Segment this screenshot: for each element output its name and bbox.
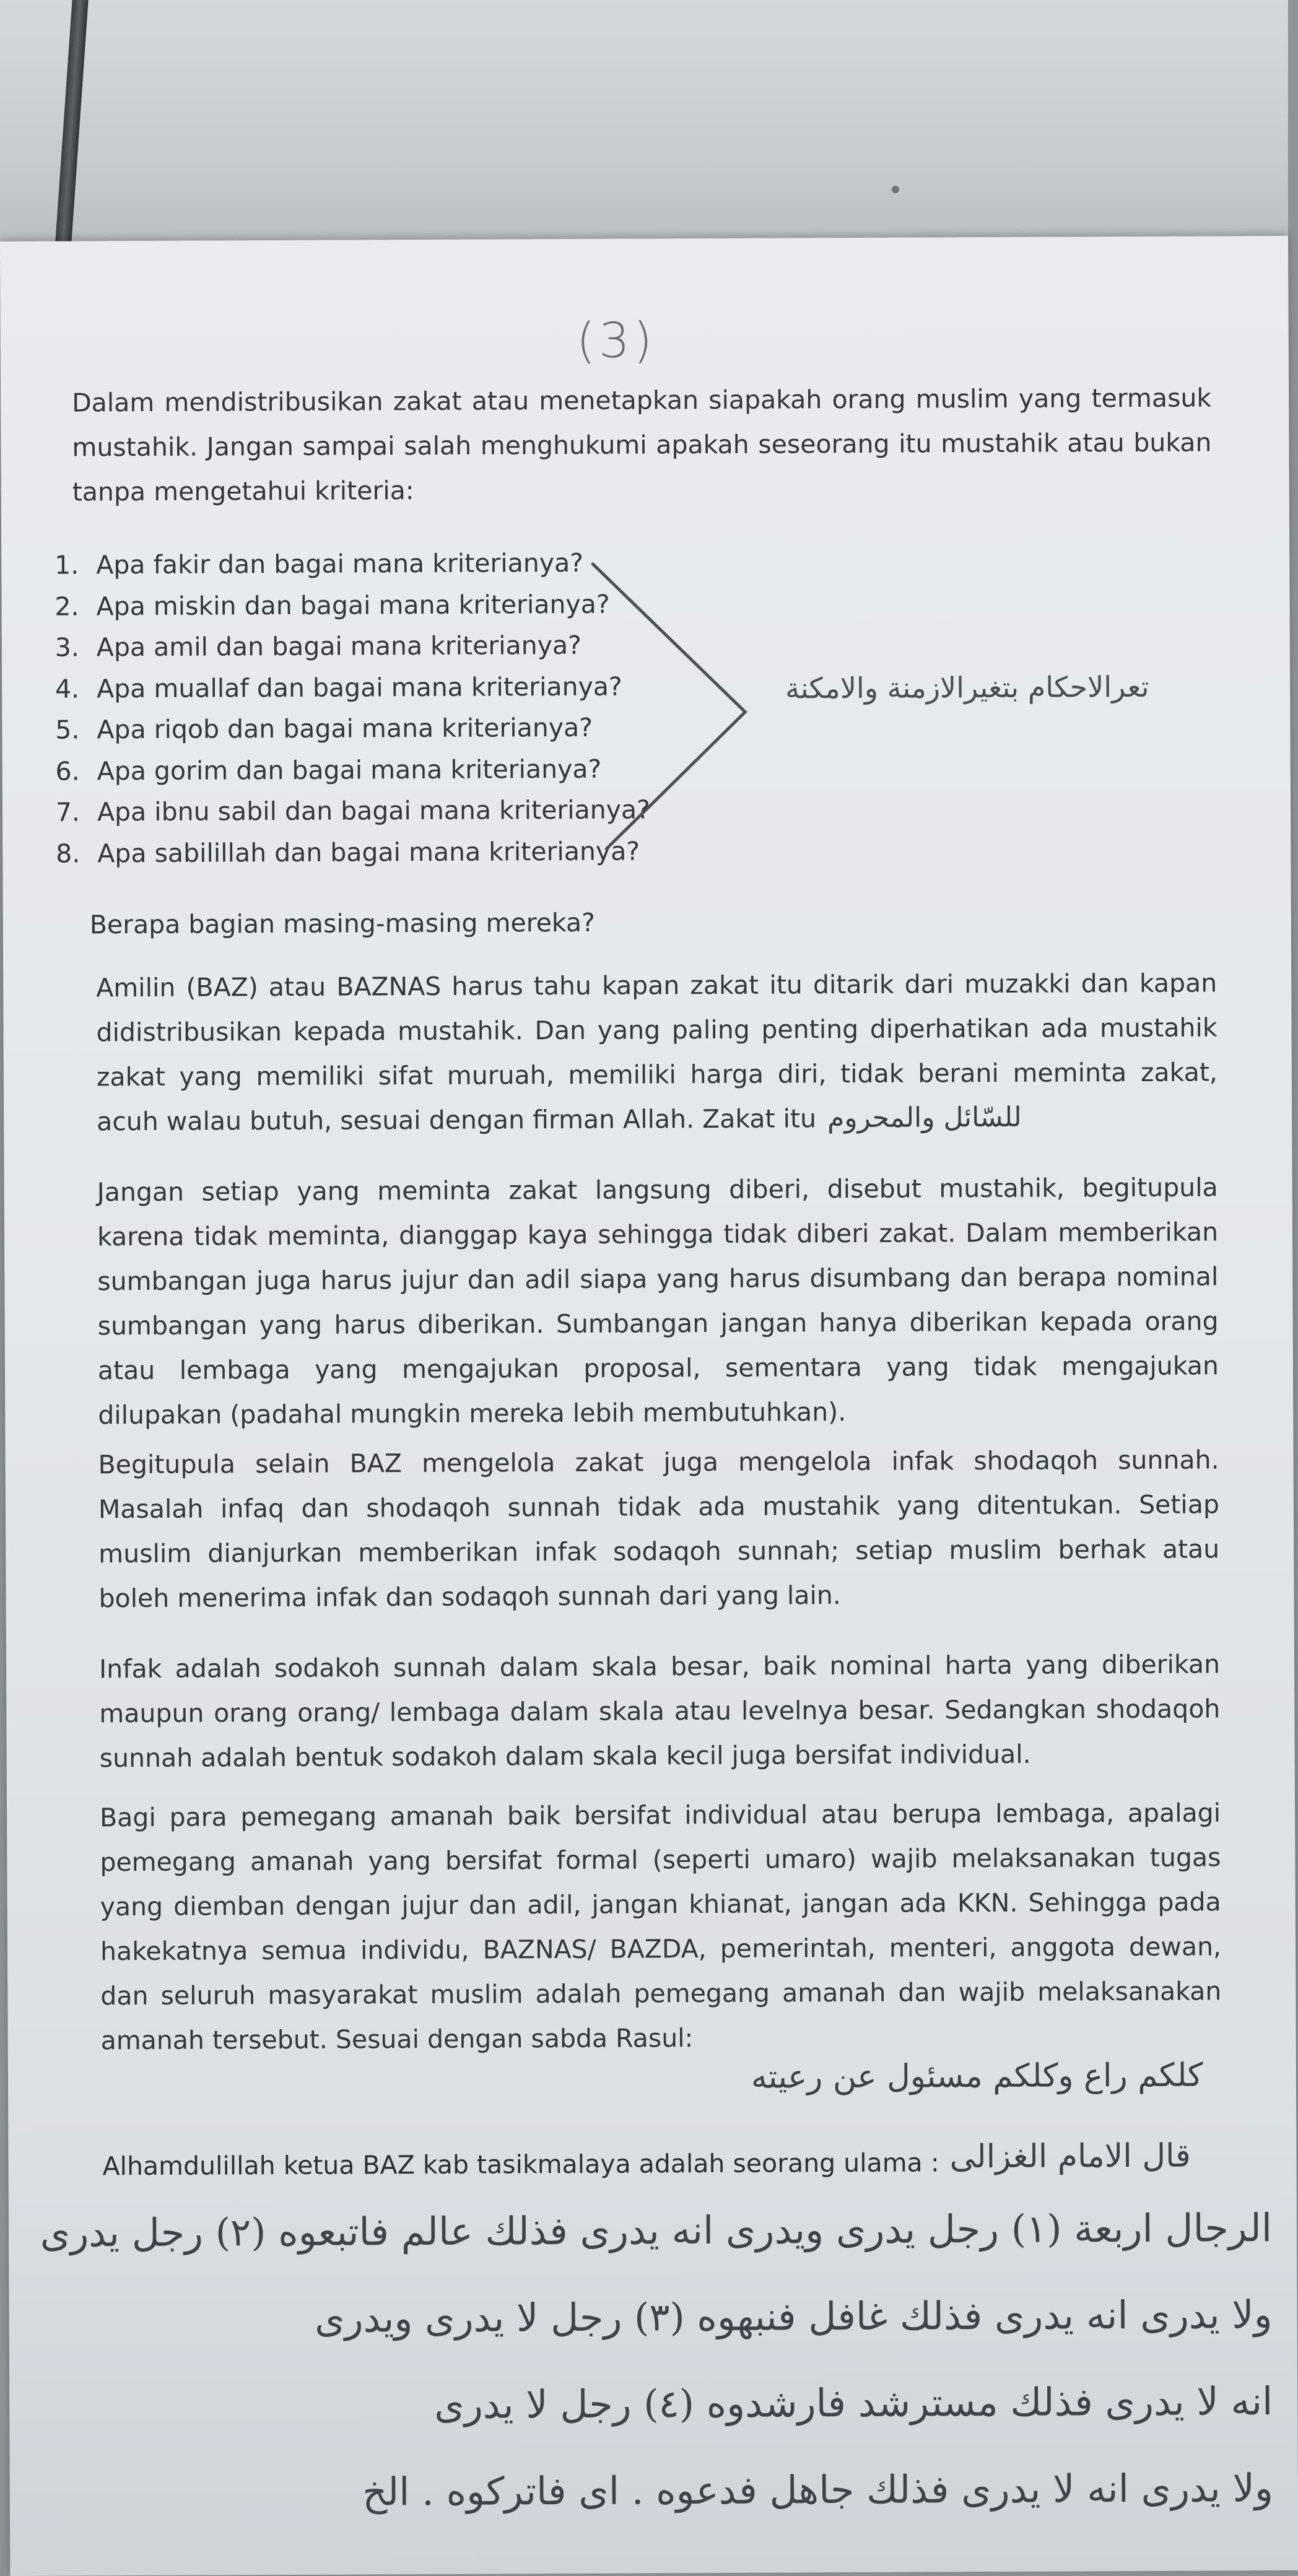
- document-page: [0, 236, 1298, 2576]
- paragraph-amilin: [96, 960, 1217, 1144]
- handwritten-line: ولا يدرى انه لا يدرى فذلك جاهل فدعوه . اى فاتركوه . الخ: [362, 2465, 1274, 2515]
- criteria-text: Apa ibnu sabil dan bagai mana kriterianya?: [97, 794, 650, 827]
- criteria-number: 8.: [56, 838, 81, 869]
- intro-paragraph: Dalam mendistribusikan zakat atau menetapkan siapakah orang muslim yang termasuk mustahik. Jangan sampai salah menghukumi apakah seseorang itu mustahik atau bukan tanpa mengetahui kriteria:: [72, 383, 1212, 507]
- quran-quote: للسّائل والمحروم: [827, 1101, 1022, 1134]
- criteria-arabic-note: تعرالاحكام بتغيرالازمنة والامكنة: [785, 669, 1149, 705]
- closing-arabic: قال الامام الغزالى: [949, 2137, 1191, 2176]
- criteria-number: 3.: [54, 632, 79, 663]
- criteria-text: Apa sabilillah dan bagai mana kriterianya?: [97, 836, 640, 868]
- closing-line: Alhamdulillah ketua BAZ kab tasikmalaya adalah seorang ulama :: [102, 2147, 939, 2182]
- criteria-number: 7.: [55, 797, 81, 827]
- desk-backdrop: [0, 0, 1288, 260]
- paragraph-infak-definition: Infak adalah sodakoh sunnah dalam skala besar, baik nominal harta yang diberikan maupun orang orang/ lembaga dalam skala atau levelnya besar. Sedangkan shodaqoh sunnah adalah bentuk sodakoh dalam skala kecil juga bersifat individual.: [98, 1649, 1221, 1773]
- criteria-text: Apa amil dan bagai mana kriterianya?: [96, 630, 581, 663]
- criteria-text: Apa fakir dan bagai mana kriterianya?: [96, 547, 584, 580]
- criteria-number: 5.: [55, 715, 80, 745]
- criteria-bracket-arrow: [0, 236, 1291, 923]
- criteria-number: 2.: [54, 591, 79, 622]
- paragraph-amilin-text: Amilin (BAZ) atau BAZNAS harus tahu kapan zakat itu ditarik dari muzakki dan kapan didistribusikan kepada mustahik. Dan yang paling penting diperhatikan ada mustahik zakat yang memiliki sifat muruah, memiliki harga diri, tidak berani meminta zakat, acuh walau butuh, sesuai dengan firman Allah. Zakat itu: [96, 968, 1217, 1137]
- handwritten-line: ولا يدرى انه يدرى فذلك غافل فنبهوه (٣) رجل لا يدرى ويدرى: [314, 2292, 1273, 2341]
- paragraph-sumbangan: Jangan setiap yang meminta zakat langsung diberi, disebut mustahik, begitupula karena tidak meminta, dianggap kaya sehingga tidak diberi zakat. Dalam memberikan sumbangan juga harus jujur dan adil siapa yang harus disumbang dan berapa nominal sumbangan yang harus diberikan. Sumbangan jangan hanya diberikan kepada orang atau lembaga yang mengajukan proposal, sementara yang tidak mengajukan dilupakan (padahal mungkin mereka lebih membutuhkan).: [97, 1172, 1219, 1430]
- question-line: Berapa bagian masing-masing mereka?: [89, 907, 595, 940]
- criteria-text: Apa miskin dan bagai mana kriterianya?: [96, 589, 610, 621]
- handwritten-line: الرجال اربعة (١) رجل يدرى ويدرى انه يدرى فذلك عالم فاتبعوه (٢) رجل يدرى: [40, 2205, 1273, 2256]
- hadith-quote: كلكم راع وكلكم مسئول عن رعيته: [751, 2056, 1203, 2096]
- criteria-text: Apa riqob dan bagai mana kriterianya?: [97, 712, 593, 745]
- handwritten-line: انه لا يدرى فذلك مسترشد فارشدوه (٤) رجل لا يدرى: [434, 2378, 1273, 2427]
- criteria-number: 1.: [54, 550, 79, 580]
- paragraph-amanah: Bagi para pemegang amanah baik bersifat individual atau berupa lembaga, apalagi pemegang amanah yang bersifat formal (seperti umaro) wajib melaksanakan tugas yang diemban dengan jujur dan adil, jangan khianat, jangan ada KKN. Sehingga pada hakekatnya semua individu, BAZNAS/ BAZDA, pemerintah, menteri, anggota dewan, dan seluruh masyarakat muslim adalah pemegang amanah dan wajib melaksanakan amanah tersebut. Sesuai dengan sabda Rasul:: [100, 1798, 1222, 2056]
- page-number: (3): [576, 313, 656, 369]
- background-speck: [892, 186, 899, 193]
- criteria-number: 6.: [55, 755, 80, 786]
- criteria-text: Apa gorim dan bagai mana kriterianya?: [97, 754, 602, 786]
- criteria-text: Apa muallaf dan bagai mana kriterianya?: [97, 671, 622, 703]
- criteria-number: 4.: [54, 673, 80, 704]
- paragraph-infak: Begitupula selain BAZ mengelola zakat juga mengelola infak shodaqoh sunnah. Masalah infaq dan shodaqoh sunnah tidak ada mustahik yang ditentukan. Setiap muslim dianjurkan memberikan infak sodaqoh sunnah; setiap muslim berhak atau boleh menerima infak dan sodaqoh sunnah dari yang lain.: [98, 1445, 1220, 1614]
